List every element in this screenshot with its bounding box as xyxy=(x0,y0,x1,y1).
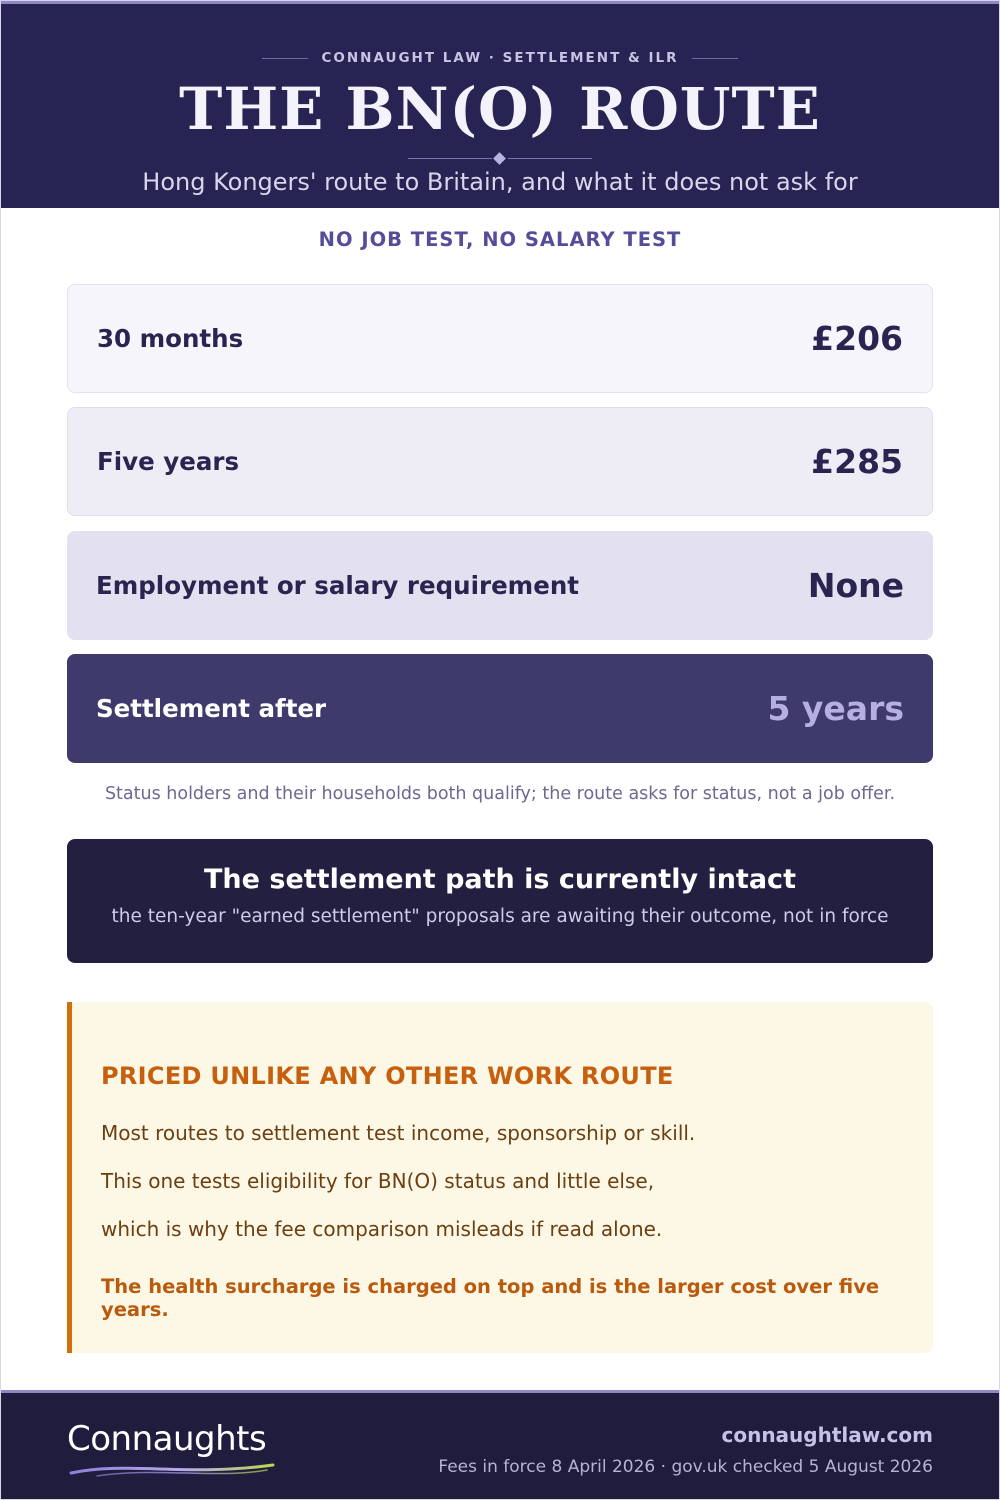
row-label: Settlement after xyxy=(96,694,327,723)
page-subtitle: Hong Kongers' route to Britain, and what it does not ask for xyxy=(142,168,858,196)
status-subtitle: the ten-year "earned settlement" proposals are awaiting their outcome, not in force xyxy=(111,906,889,927)
callout-line: Most routes to settlement test income, sponsorship or skill. xyxy=(101,1121,696,1145)
title-divider xyxy=(408,152,592,166)
fee-row-five-years xyxy=(67,407,933,516)
fee-row-30-months xyxy=(67,284,933,393)
callout-line: which is why the fee comparison misleads if read alone. xyxy=(101,1217,663,1241)
row-label: Employment or salary requirement xyxy=(96,571,579,600)
callout-line: This one tests eligibility for BN(O) status and little else, xyxy=(101,1169,655,1193)
row-value: None xyxy=(807,566,904,605)
eyebrow-text: CONNAUGHT LAW · SETTLEMENT & ILR xyxy=(321,50,679,66)
pricing-callout xyxy=(67,1002,933,1353)
eyebrow-rule-left xyxy=(262,58,308,59)
logo-swoosh-icon xyxy=(67,1459,277,1481)
callout-emphasis: The health surcharge is charged on top and is the larger cost over five years. xyxy=(101,1275,880,1321)
eligibility-note: Status holders and their households both qualify; the route asks for status, not a job offer. xyxy=(104,784,896,804)
status-panel xyxy=(67,839,933,963)
section-kicker: NO JOB TEST, NO SALARY TEST xyxy=(318,228,682,251)
logo-wordmark: Connaughts xyxy=(67,1419,267,1459)
website-link[interactable]: connaughtlaw.com xyxy=(721,1423,933,1447)
status-title: The settlement path is currently intact xyxy=(204,864,796,895)
row-value: 5 years xyxy=(767,689,904,728)
header-banner xyxy=(0,0,1000,208)
settlement-row xyxy=(67,654,933,763)
row-label: 30 months xyxy=(97,324,244,353)
eyebrow-row xyxy=(0,50,1000,66)
connaughts-logo xyxy=(67,1419,287,1479)
eyebrow-rule-right xyxy=(692,58,738,59)
page-title: THE BN(O) ROUTE xyxy=(179,75,821,143)
row-label: Five years xyxy=(97,447,240,476)
diamond-icon xyxy=(493,152,506,165)
divider-line-left xyxy=(408,158,492,159)
requirement-row xyxy=(67,531,933,640)
footer xyxy=(0,1390,1000,1500)
callout-title: PRICED UNLIKE ANY OTHER WORK ROUTE xyxy=(101,1062,674,1090)
row-value: £206 xyxy=(811,319,903,358)
divider-line-right xyxy=(508,158,592,159)
fees-date-note: Fees in force 8 April 2026 · gov.uk checked 5 August 2026 xyxy=(438,1457,933,1477)
row-value: £285 xyxy=(811,442,903,481)
